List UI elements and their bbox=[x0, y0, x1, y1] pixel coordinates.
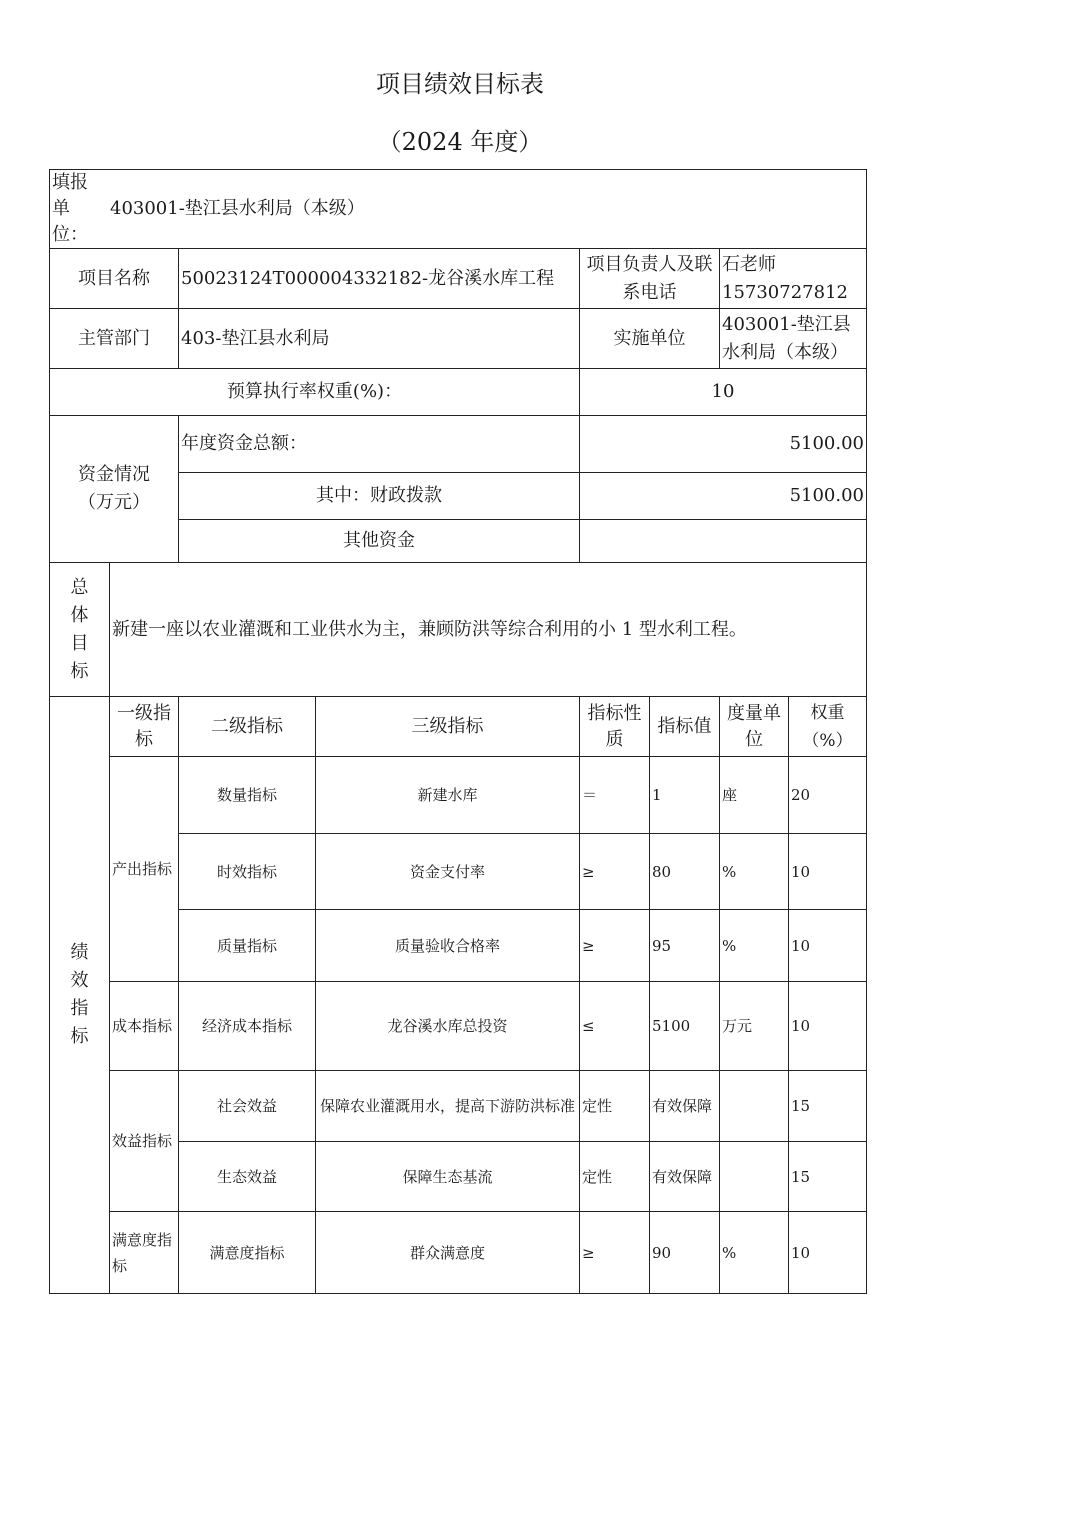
funds-other-label: 其他资金 bbox=[179, 520, 580, 563]
l2-cell: 时效指标 bbox=[179, 834, 316, 910]
unit-cell: % bbox=[720, 1212, 789, 1294]
contact-cell bbox=[720, 249, 867, 309]
funds-label: 资金情况（万元） bbox=[50, 416, 179, 563]
funds-total-value: 5100.00 bbox=[580, 416, 867, 473]
filler-row bbox=[50, 170, 867, 249]
l3-cell: 保障生态基流 bbox=[316, 1142, 580, 1212]
unit-cell: 座 bbox=[720, 757, 789, 834]
weight-cell: 10 bbox=[789, 1212, 867, 1294]
budget-label: 预算执行率权重(%)： bbox=[50, 369, 580, 416]
l3-cell: 质量验收合格率 bbox=[316, 910, 580, 982]
nature-cell: ≥ bbox=[580, 1212, 650, 1294]
weight-cell: 10 bbox=[789, 910, 867, 982]
contact-name: 石老师 bbox=[722, 253, 776, 275]
l1-cell: 满意度指标 bbox=[110, 1212, 179, 1294]
l2-cell: 生态效益 bbox=[179, 1142, 316, 1212]
funds-total-label: 年度资金总额： bbox=[179, 416, 580, 473]
unit-cell: 万元 bbox=[720, 982, 789, 1071]
dept-row bbox=[50, 309, 867, 369]
header-unit: 度量单位 bbox=[720, 697, 789, 757]
impl-label: 实施单位 bbox=[580, 309, 720, 369]
dept-label: 主管部门 bbox=[50, 309, 179, 369]
goal-row bbox=[50, 563, 867, 697]
filler-value: 403001-垫江县水利局（本级） bbox=[110, 198, 365, 219]
weight-cell: 10 bbox=[789, 982, 867, 1071]
table-row bbox=[50, 757, 867, 834]
funds-fiscal-label: 其中：财政拨款 bbox=[179, 473, 580, 520]
table-row bbox=[50, 1071, 867, 1142]
l3-cell: 群众满意度 bbox=[316, 1212, 580, 1294]
project-name-value: 50023124T000004332182-龙谷溪水库工程 bbox=[179, 249, 580, 309]
table-row bbox=[50, 982, 867, 1071]
l2-cell: 质量指标 bbox=[179, 910, 316, 982]
contact-label: 项目负责人及联系电话 bbox=[580, 249, 720, 309]
header-level3: 三级指标 bbox=[316, 697, 580, 757]
l3-cell: 龙谷溪水库总投资 bbox=[316, 982, 580, 1071]
goal-label: 总体目标 bbox=[50, 563, 110, 697]
dept-value: 403-垫江县水利局 bbox=[179, 309, 580, 369]
project-row bbox=[50, 249, 867, 309]
funds-fiscal-value: 5100.00 bbox=[580, 473, 867, 520]
weight-cell: 20 bbox=[789, 757, 867, 834]
page-subtitle-year: （2024 年度） bbox=[377, 128, 543, 156]
nature-cell: 定性 bbox=[580, 1142, 650, 1212]
l3-cell: 资金支付率 bbox=[316, 834, 580, 910]
value-cell: 95 bbox=[650, 910, 720, 982]
l1-cell: 效益指标 bbox=[110, 1071, 179, 1212]
l3-cell: 保障农业灌溉用水，提高下游防洪标准 bbox=[316, 1071, 580, 1142]
header-level1: 一级指标 bbox=[110, 697, 179, 757]
budget-row bbox=[50, 369, 867, 416]
value-cell: 1 bbox=[650, 757, 720, 834]
perf-label: 绩效指标 bbox=[50, 697, 110, 1294]
value-cell: 90 bbox=[650, 1212, 720, 1294]
l2-cell: 社会效益 bbox=[179, 1071, 316, 1142]
funds-total-row bbox=[50, 416, 867, 473]
unit-cell bbox=[720, 1071, 789, 1142]
weight-cell: 15 bbox=[789, 1142, 867, 1212]
l2-cell: 数量指标 bbox=[179, 757, 316, 834]
impl-value: 403001-垫江县水利局（本级） bbox=[720, 309, 867, 369]
header-level2: 二级指标 bbox=[179, 697, 316, 757]
funds-other-value bbox=[580, 520, 867, 563]
l2-cell: 满意度指标 bbox=[179, 1212, 316, 1294]
nature-cell: ≤ bbox=[580, 982, 650, 1071]
table-row bbox=[50, 1212, 867, 1294]
header-weight: 权重（%） bbox=[789, 697, 867, 757]
nature-cell: ＝ bbox=[580, 757, 650, 834]
l2-cell: 经济成本指标 bbox=[179, 982, 316, 1071]
budget-value: 10 bbox=[580, 369, 867, 416]
value-cell: 5100 bbox=[650, 982, 720, 1071]
filler-cell bbox=[50, 170, 867, 249]
value-cell: 有效保障 bbox=[650, 1142, 720, 1212]
unit-cell: % bbox=[720, 834, 789, 910]
value-cell: 有效保障 bbox=[650, 1071, 720, 1142]
unit-cell bbox=[720, 1142, 789, 1212]
filler-label: 填报单位： bbox=[52, 172, 88, 245]
performance-table bbox=[49, 169, 867, 1294]
l3-cell: 新建水库 bbox=[316, 757, 580, 834]
nature-cell: ≥ bbox=[580, 910, 650, 982]
value-cell: 80 bbox=[650, 834, 720, 910]
goal-text: 新建一座以农业灌溉和工业供水为主，兼顾防洪等综合利用的小 1 型水利工程。 bbox=[110, 563, 867, 697]
l1-cell: 产出指标 bbox=[110, 757, 179, 982]
weight-cell: 15 bbox=[789, 1071, 867, 1142]
project-name-label: 项目名称 bbox=[50, 249, 179, 309]
unit-cell: % bbox=[720, 910, 789, 982]
l1-cell: 成本指标 bbox=[110, 982, 179, 1071]
page-title: 项目绩效目标表 bbox=[376, 70, 544, 98]
header-nature: 指标性质 bbox=[580, 697, 650, 757]
weight-cell: 10 bbox=[789, 834, 867, 910]
header-value: 指标值 bbox=[650, 697, 720, 757]
nature-cell: ≥ bbox=[580, 834, 650, 910]
perf-header-row bbox=[50, 697, 867, 757]
nature-cell: 定性 bbox=[580, 1071, 650, 1142]
contact-phone: 15730727812 bbox=[722, 281, 848, 303]
